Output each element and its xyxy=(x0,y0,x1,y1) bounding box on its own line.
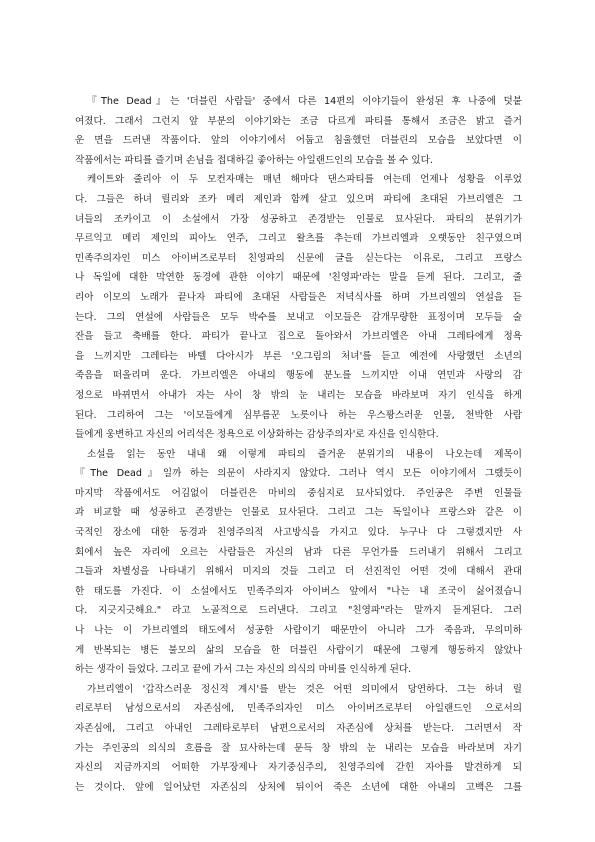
text-line: 소설을 읽는 동안 내내 왜 이렇게 파티의 즐거운 분위기의 내용이 나오는데 제목이 xyxy=(87,448,522,460)
text-line: 게 반복되는 병든 불모의 삶의 모습을 한 더블린 사람이기 때문에 그렇게 행동하지 않았나 xyxy=(75,644,522,656)
text-line: 민족주의자인 미스 아이버즈로부터 친영파의 신문에 글을 싣는다는 이유로, 그리고 프랑스 xyxy=(75,252,522,264)
text-line: 무르익고 메리 제인의 피아노 연주, 그리고 왈츠를 추는데 가브리엘과 오랫동안 친구였으며 xyxy=(75,233,522,245)
paragraph-3 xyxy=(75,445,522,680)
text-line: 나 독일에 대한 막연한 동경에 관한 이야기 때문에 '친영파'라는 말을 듣게 된다. 그리고, 줄 xyxy=(75,272,522,284)
text-line: 들에게 웅변하고 자신의 어리석은 정욕으로 이상화하는 감상주의자'로 자신을 인식한다. xyxy=(75,429,439,441)
text-line: 자존심에, 그리고 아내인 그레타로부터 남편으로서의 자존심에 상처를 받는다. 그러면서 작 xyxy=(75,723,522,734)
text-line: 하는 생각이 들었다. 그리고 끝에 가서 그는 자신의 의식의 마비를 인식하게 된다. xyxy=(75,664,412,676)
text-line: 정으로 바뀌면서 아내가 자는 사이 창 밖의 눈 내리는 모습을 바라보며 자기 인식을 하게 xyxy=(75,389,522,401)
text-line: 그들과 차별성을 나타내기 위해서 미지의 것들 그리고 더 선진적인 어떤 것에 대해서 관대 xyxy=(75,566,522,578)
text-line: 는다. 그의 연설에 사람들은 모두 박수를 보내고 이모들은 감개무량한 표정이며 모두들 술 xyxy=(75,311,522,323)
text-line: 을 느끼지만 그레타는 바텔 다아시가 부른 '오그림의 처녀'를 듣고 예전에 사랑했던 소년의 xyxy=(75,350,522,362)
text-line: 다. 그들은 하녀 릴리와 조카 메리 제인과 함께 살고 있으며 파티에 초대된 가브리엘은 그 xyxy=(75,193,522,205)
text-line: 는 것이다. 앞에 일어났던 자존심의 상처에 뒤이어 죽은 소년에 대한 아내의 고백은 그를 xyxy=(75,781,522,793)
paragraph-4 xyxy=(75,680,522,798)
text-line: 마지막 작품에서도 어김없이 더블린은 마비의 중심지로 묘사되었다. 주인공은 주변 인물들 xyxy=(75,487,522,499)
text-line: 리아 이모의 노래가 끝나자 파티에 초대된 사람들은 저녁식사를 하며 가브리엘의 연설을 듣 xyxy=(75,291,522,303)
text-line: 다. 지긋지긋해요." 라고 노골적으로 드러낸다. 그리고 "친영파"라는 말까지 듣게된다. 그러 xyxy=(75,605,522,617)
text-line: 국적인 장소에 대한 동경과 친영주의적 사고방식을 가지고 있다. 누구나 다 그렇겠지만 사 xyxy=(75,527,522,539)
paragraph-2 xyxy=(75,170,522,444)
text-line: 운 면을 드러낸 작품이다. 앞의 이야기에서 어둡고 침울했던 더블린의 모습을 보았다면 이 xyxy=(75,135,522,147)
body-text xyxy=(75,92,522,797)
text-line: 잔을 들고 축배를 한다. 파티가 끝나고 집으로 돌아와서 가브리엘은 아내 그레타에게 정욕 xyxy=(75,331,522,343)
text-line: 케이트와 줄리아 이 두 모컨자매는 매년 해마다 댄스파티를 여는데 언제나 성황을 이루었 xyxy=(87,174,522,186)
text-line: 리로부터 남성으로서의 자존심에, 민족주의자인 미스 아이버즈로부터 아일랜드인 으로서의 xyxy=(75,703,522,715)
text-line: 죽음을 떠올리며 운다. 가브리엘은 아내의 행동에 분노를 느끼지만 이내 연민과 사랑의 감 xyxy=(75,370,522,382)
text-line: 회에서 높은 자리에 오르는 사람들은 자신의 남과 다른 무언가를 드러내기 위해서 그리고 xyxy=(75,546,522,558)
text-line: 나 나는 이 가브리엘의 태도에서 성공한 사람이기 때문만이 아니라 그가 죽음과, 무의미하 xyxy=(75,625,522,637)
text-line: 된다. 그리하여 그는 '이모들에게 심부름꾼 노릇이나 하는 우스꽝스러운 인물, 천박한 사람 xyxy=(75,409,522,421)
text-line: 『The Dead』는 '더블린 사람들' 중에서 다른 14편의 이야기들이 완성된 후 나중에 덧붙 xyxy=(87,96,522,107)
text-line: 가브리엘이 '갑작스러운 정신적 계시'를 받는 것은 어떤 의미에서 당연하다. 그는 하녀 릴 xyxy=(87,683,522,695)
text-line: 녀들의 조카이고 이 소설에서 가장 성공하고 존경받는 인물로 묘사된다. 파티의 분위기가 xyxy=(75,213,522,225)
text-line: 가는 주인공의 의식의 흐름을 잘 묘사하는데 문득 창 밖의 눈 내리는 모습을 바라보며 자기 xyxy=(75,742,522,754)
text-line: 여졌다. 그래서 그런지 앞 부분의 이야기와는 조금 다르게 파티를 통해서 조금은 밝고 즐거 xyxy=(75,115,522,127)
paragraph-1 xyxy=(75,92,522,170)
text-line: 한 태도를 가진다. 이 소설에서도 민족주의자 아이버스 앞에서 "나는 내 조국이 싫어졌습니 xyxy=(75,585,522,597)
text-line: 작품에서는 파티를 즐기며 손님을 접대하길 좋아하는 아일랜드인의 모습을 볼 수 있다. xyxy=(75,154,433,166)
text-line: 『The Dead』일까 하는 의문이 사라지지 않았다. 그러나 역시 모든 이야기에서 그랬듯이 xyxy=(75,468,522,480)
text-line: 자신의 지금까지의 어떠한 가부장제나 자기중심주의, 친영주의에 갇힌 자아를 발견하게 되 xyxy=(75,762,522,774)
text-line: 과 비교할 때 성공하고 존경받는 인물로 묘사된다. 그리고 그는 독일이나 프랑스와 같은 이 xyxy=(75,507,522,519)
